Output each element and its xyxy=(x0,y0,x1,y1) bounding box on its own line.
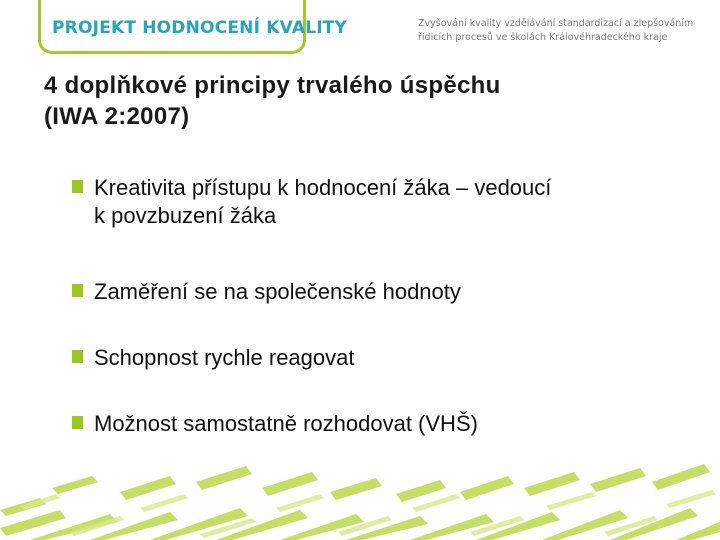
bullet-item xyxy=(72,174,714,230)
square-bullet-icon xyxy=(72,350,83,363)
decorative-stripes xyxy=(0,448,720,540)
slide-title xyxy=(44,70,684,132)
bullet-item xyxy=(72,344,714,372)
bullet-item xyxy=(72,410,714,438)
square-bullet-icon xyxy=(72,180,83,193)
slide-title-line-1: 4 doplňkové principy trvalého úspěchu xyxy=(44,72,501,99)
bullet-text: Zaměření se na společenské hodnoty xyxy=(94,279,461,304)
bullet-text-line-1: Kreativita přístupu k hodnocení žáka – vedoucí xyxy=(94,175,552,200)
project-logo-text: PROJEKT HODNOCENÍ KVALITY xyxy=(52,18,348,38)
header-tagline: Zvyšování kvality vzdělávání standardizací a zlepšováním řídicích procesů ve školách Královéhradeckého kraje xyxy=(418,18,694,43)
bullet-item xyxy=(72,278,714,306)
bullet-text-line-2: k povzbuzení žáka xyxy=(94,203,277,228)
square-bullet-icon xyxy=(72,416,83,429)
square-bullet-icon xyxy=(72,284,83,297)
bullet-text: Schopnost rychle reagovat xyxy=(94,345,355,370)
bullet-text: Možnost samostatně rozhodovat (VHŠ) xyxy=(94,411,478,436)
slide-title-line-2: (IWA 2:2007) xyxy=(44,103,190,130)
